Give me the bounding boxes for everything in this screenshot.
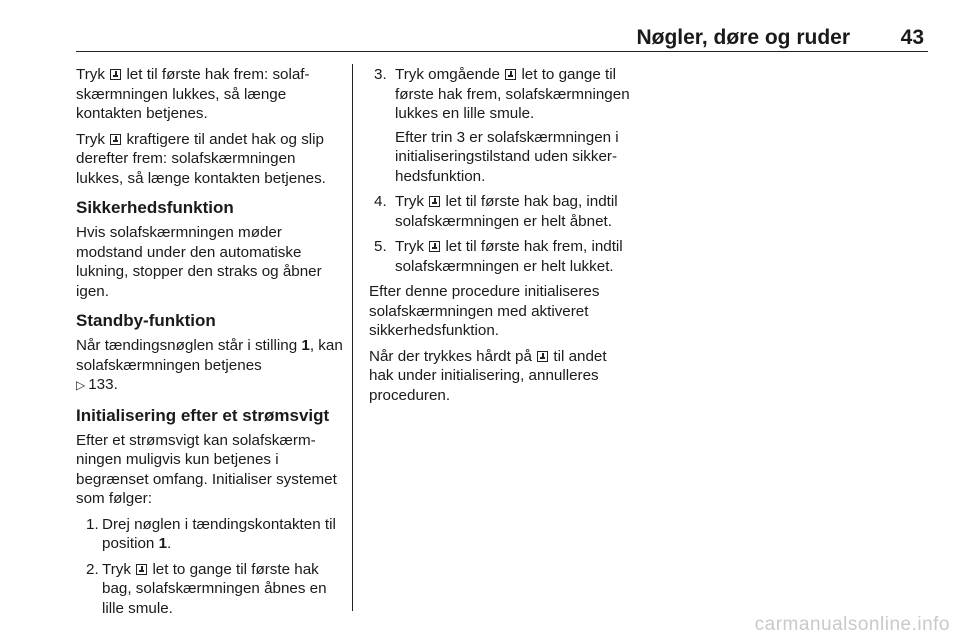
bold-text: 1 [158, 535, 168, 552]
paragraph-after: Efter denne procedure initialiseres solafskærmningen med aktiveret sikkerhedsfunktion. [369, 283, 600, 339]
text: . [167, 535, 172, 552]
list-number: 1. [86, 515, 99, 533]
text: Tryk [395, 238, 424, 255]
sunshade-switch-icon [429, 196, 440, 207]
list-number: 4. [374, 193, 387, 210]
text: let to gange til første hak frem, solafskærmningen lukkes en lille smule. [395, 66, 630, 122]
text: Tryk [76, 66, 105, 83]
page-reference-link[interactable]: 133. [88, 376, 118, 393]
bold-text: 1 [301, 337, 310, 354]
text: kraftigere til andet hak og slip derefter frem: solafskærmningen lukkes, så længe kontakten betjenes. [76, 130, 326, 187]
text: Når tændingsnøglen står i stilling [76, 337, 298, 354]
page-reference-arrow-icon: ▷ [76, 378, 86, 392]
text: let til første hak frem: solafskærmningen lukkes, så længe kontakten betjenes. [76, 66, 310, 122]
page-header [76, 26, 928, 54]
text: let to gange til første hak bag, solafskærmningen åbnes en lille smule. [102, 560, 327, 617]
text: let til første hak bag, indtil solafskærmningen er helt åbnet. [395, 193, 618, 230]
heading-init: Initialisering efter et strømsvigt [76, 405, 330, 425]
sunshade-switch-icon [110, 69, 121, 80]
sunshade-switch-icon [136, 564, 147, 575]
right-column [369, 65, 635, 411]
text: Tryk [102, 560, 131, 578]
heading-safety: Sikkerhedsfunktion [76, 198, 234, 217]
text: Drej nøglen i tændingskontakten til position [102, 515, 336, 552]
list-item-step3 [369, 65, 635, 186]
list-item-step4 [369, 192, 635, 231]
list-number: 2. [86, 560, 99, 578]
sunshade-switch-icon [429, 241, 440, 252]
text: Tryk [76, 130, 105, 148]
page-number: 43 [900, 26, 924, 49]
paragraph-cancel [369, 347, 635, 406]
paragraph-close-auto [76, 130, 344, 189]
list-item-step1 [76, 515, 344, 554]
step3-note: Efter trin 3 er solafskærmningen i initialiseringstilstand uden sikkerhedsfunktion. [395, 128, 619, 185]
paragraph-standby [76, 336, 344, 396]
text: Tryk omgående [395, 66, 500, 83]
paragraph-safety: Hvis solafskærmningen møder modstand under den automatiske lukning, stopper den straks og åbner igen. [76, 224, 322, 300]
watermark: carmanualsonline.info [754, 614, 950, 635]
heading-standby: Standby-funktion [76, 311, 216, 330]
text: Tryk [395, 193, 424, 210]
column-divider [352, 64, 353, 611]
header-rule [76, 51, 928, 52]
list-number: 3. [374, 66, 387, 83]
list-item-step2 [76, 560, 344, 619]
text: let til første hak frem, indtil solafskærmningen er helt lukket. [395, 238, 623, 275]
text: til andet hak under initialisering, annulleres proceduren. [369, 347, 607, 404]
sunshade-switch-icon [110, 134, 121, 145]
sunshade-switch-icon [537, 351, 548, 362]
left-column [76, 65, 344, 624]
page-title: Nøgler, døre og ruder [636, 26, 850, 49]
text: Når der trykkes hårdt på [369, 347, 532, 365]
list-item-step5 [369, 237, 635, 276]
list-number: 5. [374, 238, 387, 255]
sunshade-switch-icon [505, 69, 516, 80]
paragraph-init: Efter et strømsvigt kan solafskærmningen muligvis kun betjenes i begrænset omfang. Initialiser systemet som følger: [76, 431, 337, 507]
text: , kan solafskærmningen betjenes [76, 337, 343, 374]
paragraph-close [76, 65, 344, 124]
